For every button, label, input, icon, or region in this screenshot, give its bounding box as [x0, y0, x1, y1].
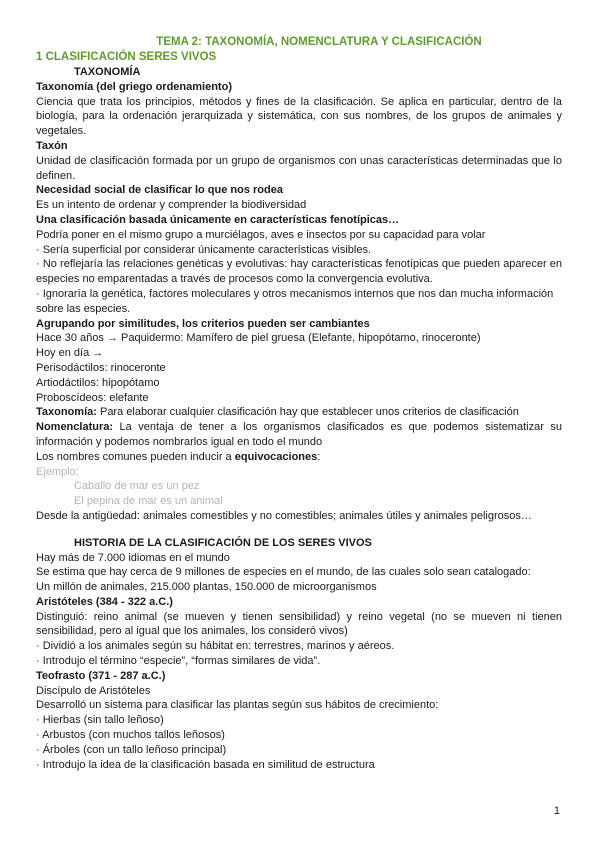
- paragraph-taxonomia-criterios: [36, 405, 562, 420]
- example-caballo: Caballo de mar es un pez: [74, 480, 200, 493]
- paragraph-nombres-comunes: [36, 450, 562, 465]
- bullet-ignoraria: · Ignoraría la genética, factores moleculares y otros mecanismos internos que nos dan mucha información sobre las especies.: [36, 287, 554, 315]
- heading-fenotipicas: Una clasificación basada únicamente en características fenotípicas…: [36, 213, 400, 226]
- paragraph-hoy: Hoy en día →: [36, 347, 104, 360]
- heading-necesidad: Necesidad social de clasificar lo que nos rodea: [36, 184, 283, 197]
- text-nomenclatura: La ventaja de tener a los organismos clasificados es que podemos sistematizar su información y podemos nombrarlos igual en todo el mundo: [36, 421, 562, 448]
- text-comunes-post: :: [317, 450, 321, 463]
- bullet-arboles: · Árboles (con un tallo leñoso principal): [36, 743, 227, 756]
- paragraph-taxon: Unidad de clasificación formada por un grupo de organismos con unas características determinadas que lo definen.: [36, 154, 562, 182]
- example-label: Ejemplo:: [36, 465, 79, 478]
- heading-teofrasto: Teofrasto (371 - 287 a.C.): [36, 669, 166, 682]
- paragraph-idiomas: Hay más de 7.000 idiomas en el mundo: [36, 551, 230, 564]
- paragraph-aristoteles: Distinguió: reino animal (se mueven y tienen sensibilidad) y reino vegetal (no se mueven ni tienen sensibilidad, pero al igual que los animales, los consideró vivos): [36, 610, 562, 638]
- heading-taxon: Taxón: [36, 139, 68, 152]
- document-page: [36, 34, 562, 772]
- heading-agrupando: Agrupando por similitudes, los criterios pueden ser cambiantes: [36, 317, 370, 330]
- text-comunes-pre: Los nombres comunes pueden inducir a: [36, 450, 235, 463]
- bullet-habitat: · Dividió a los animales según su hábitat en: terrestres, marinos y aéreos.: [36, 640, 395, 653]
- paragraph-especies: Se estima que hay cerca de 9 millones de especies en el mundo, de las cuales solo sean catalogado:: [36, 566, 531, 579]
- heading-historia: HISTORIA DE LA CLASIFICACIÓN DE LOS SERES VIVOS: [74, 536, 372, 549]
- paragraph-nomenclatura: [36, 420, 562, 450]
- bullet-arbustos: · Arbustos (con muchos tallos leñosos): [36, 729, 225, 742]
- text-equivocaciones: equivocaciones: [234, 450, 318, 463]
- bullet-superficial: · Sería superficial por considerar únicamente características visibles.: [36, 243, 372, 256]
- paragraph-proboscideos: Proboscídeos: elefante: [36, 391, 149, 404]
- paragraph-discipulo: Discípulo de Aristóteles: [36, 684, 151, 697]
- bullet-hierbas: · Hierbas (sin tallo leñoso): [36, 714, 164, 727]
- paragraph-artiodactilos: Artiodáctilos: hipopótamo: [36, 376, 160, 389]
- document-title: TEMA 2: TAXONOMÍA, NOMENCLATURA Y CLASIFICACIÓN: [156, 36, 482, 48]
- paragraph-necesidad: Es un intento de ordenar y comprender la biodiversidad: [36, 199, 307, 212]
- paragraph-taxonomia: Ciencia que trata los principios, métodos y fines de la clasificación. Se aplica en particular, dentro de la biología, para la ordenación jerarquizada y sistemática, con sus nombres, de los grupos de animales y vegetales.: [36, 95, 562, 138]
- section-heading: 1 CLASIFICACIÓN SERES VIVOS: [36, 51, 217, 63]
- paragraph-perisodactilos: Perisodáctilos: rinoceronte: [36, 361, 166, 374]
- page-number: 1: [553, 805, 560, 817]
- heading-aristoteles: Aristóteles (384 - 322 a.C.): [36, 595, 173, 608]
- label-nomenclatura: Nomenclatura:: [36, 421, 114, 434]
- bullet-similitud: · Introdujo la idea de la clasificación basada en similitud de estructura: [36, 758, 375, 771]
- subsection-heading: TAXONOMÍA: [74, 66, 141, 78]
- example-pepina: El pepina de mar es un animal: [74, 495, 223, 508]
- paragraph-fenotipicas: Podría poner en el mismo grupo a murciélagos, aves e insectos por su capacidad para volar: [36, 228, 486, 241]
- paragraph-desarrollo: Desarrolló un sistema para clasificar las plantas según sus hábitos de crecimiento:: [36, 699, 439, 712]
- bullet-geneticas: · No reflejaría las relaciones genéticas y evolutivas: hay características fenotípicas que pueden aparecer en especies no emparentadas a través de procesos como la convergencia evolutiva.: [36, 258, 562, 286]
- paragraph-antiguedad: Desde la antigüedad: animales comestibles y no comestibles; animales útiles y animales peligrosos…: [36, 509, 532, 522]
- bullet-especie: · Introdujo el término “especie”, “formas similares de vida”.: [36, 655, 321, 668]
- heading-taxonomia: Taxonomía (del griego ordenamiento): [36, 80, 232, 93]
- label-taxonomia: Taxonomía:: [36, 406, 97, 419]
- text-taxonomia: Para elaborar cualquier clasificación hay que establecer unos criterios de clasificación: [96, 406, 519, 419]
- paragraph-millon: Un millón de animales, 215.000 plantas, 150.000 de microorganismos: [36, 581, 377, 594]
- paragraph-hace30: Hace 30 años → Paquidermo: Mamífero de piel gruesa (Elefante, hipopótamo, rinoceronte): [36, 332, 481, 345]
